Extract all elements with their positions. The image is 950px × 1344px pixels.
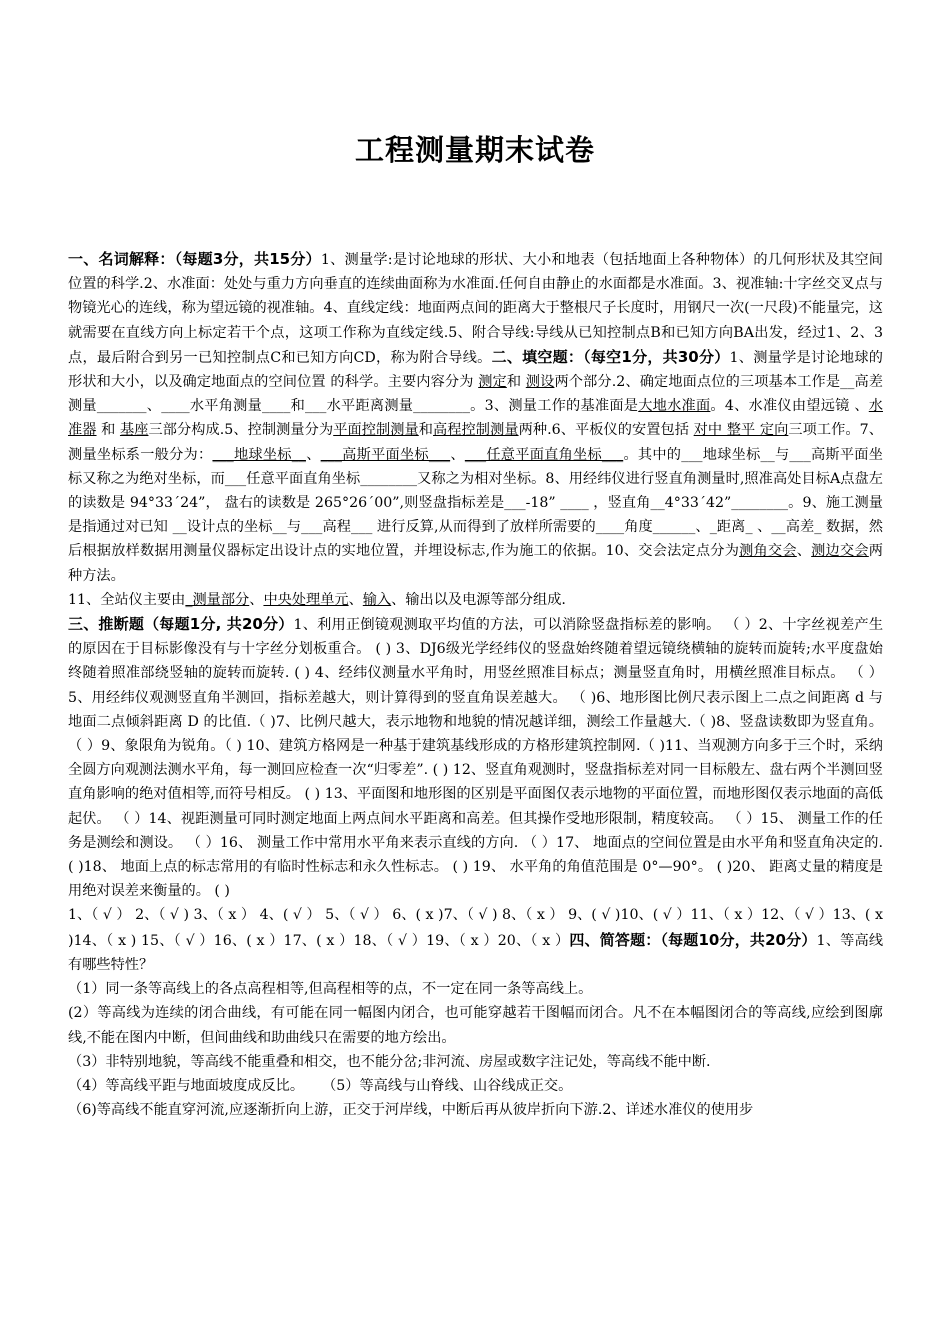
answer-underline: 测边交会	[811, 543, 869, 560]
answer-underline: 水准器	[68, 398, 883, 439]
answer-underline: 平面控制测量	[333, 422, 419, 439]
section-2-text: 两种方法。	[68, 543, 883, 584]
section-2-text: 1、测量学是讨论地球的形状和大小，以及确定地面点的空间位置 的科学。主要内容分为	[68, 349, 883, 391]
answer-underline: 中央处理单元	[263, 591, 349, 608]
contour-property-4: （4）等高线平距与地面坡度成反比。 （5）等高线与山脊线、山谷线成正交。	[68, 1077, 573, 1094]
contour-property-1: （1）同一条等高线上的各点高程相等,但高程相等的点，不一定在同一条等高线上。	[68, 981, 593, 998]
contour-property-2: (2）等高线为连续的闭合曲线，有可能在同一幅图内闭合，也可能穿越若干图幅而闭合。凡不在本幅图闭合的等高线,应绘到图廓线,不能在图内中断，但间曲线和助曲线只在需要的地方绘出。	[68, 1005, 883, 1046]
paragraph-q11	[68, 588, 883, 612]
section-2-text: 和	[96, 422, 120, 439]
contour-property-3: （3）非特别地貌，等高线不能重叠和相交，也不能分岔;非河流、房屋或数字注记处，等高线不能中断.	[68, 1053, 711, 1070]
answer-underline: 测角交会	[739, 543, 797, 560]
section-2-text: 、	[450, 446, 465, 463]
page-title: 工程测量期末试卷	[354, 133, 595, 167]
answer-underline: ___高斯平面坐标___	[320, 446, 451, 463]
section-2-text: 、	[796, 543, 812, 560]
section-2-text: 、	[305, 446, 321, 463]
section-2-text: 、	[348, 591, 363, 608]
section-2-text: 两个部分.2、确定地面点位的三项基本工作是__高差测量_______、____水平角测量____和___水平距离测量________。3、测量工作的基准面是	[68, 374, 883, 415]
section-4-heading: 四、简答题：（每题10分，共20分）	[569, 930, 817, 949]
section-3-text: 1、利用正倒镜观测取平均值的方法，可以消除竖盘指标差的影响。 （ ）2、十字丝视差产生的原因在于目标影像没有与十字丝分划板重合。 ( ) 3、DJ6级光学经纬仪的竖盘始终随着望远镜绕横轴的旋转而旋转;水平度盘始终随着照准部绕竖轴的旋转而旋转. ( ) 4、经纬仪测量水平角时，用竖丝照准目标点；测量竖直角时，用横丝照准目标点。 （ ）5、用经纬仪观测竖直角半测回，指标差越大，则计算得到的竖直角误差越大。 （ )6、地形图比例尺表示图上二点之间距离 d 与地面二点倾斜距离 D 的比值.（ )7、比例尺越大，表示地物和地貌的情况越详细，测绘工作量越大.（ )8、竖盘读数即为竖直角。 （ ）9、象限角为锐角。（ ) 10、建筑方格网是一种基于建筑基线形成的方格形建筑控制网.（ )11、当观测方向多于三个时，采纳全圆方向观测法测水平角，每一测回应检查一次“归零差”. ( ) 12、竖直角观测时，竖盘指标差对同一目标般左、盘右两个半测回竖直角影响的绝对值相等,而符号相反。 ( ) 13、平面图和地形图的区别是平面图仅表示地物的平面位置，而地形图仅表示地面的高低起伏。 （ ）14、视距测量可同时测定地面上两点间水平距离和高差。但其操作受地形限制，精度较高。 （ ）15、 测量工作的任务是测绘和测设。 （ ）16、 测量工作中常用水平角来表示直线的方向. （ ）17、 地面点的空间位置是由水平角和竖直角决定的. ( )18、 地面上点的标志常用的有临时性标志和永久性标志。 ( ) 19、 水平角的角值范围是 0°—90°。 ( )20、 距离丈量的精度是用绝对误差来衡量的。 ( )	[68, 617, 884, 900]
answer-underline: _测量部分	[185, 591, 250, 608]
section-2-text: 两种.6、平板仪的安置包括	[518, 422, 694, 439]
question-1: 1、等高线有哪些特性？	[68, 932, 884, 973]
answer-underline: 高程控制测量	[433, 422, 519, 439]
section-2-text: 三项工作。7、测量坐标系一般分为：	[68, 422, 883, 463]
section-2-text: 三部分构成.5、控制测量分为	[148, 422, 334, 439]
answer-underline: 大地水准面	[638, 398, 711, 415]
section-2-heading: 二、填空题：（每空1分，共30分）	[491, 347, 730, 366]
exam-body	[68, 247, 883, 1122]
section-2-text: 和	[506, 374, 526, 391]
section-1-heading: 一、名词解释：（每题3分，共15分）	[68, 250, 321, 268]
paragraph-main	[68, 247, 883, 588]
answer-underline: 输入	[362, 591, 392, 608]
paragraph-section-3	[68, 612, 883, 903]
answer-underline: ___任意平面直角坐标___	[464, 446, 624, 463]
answer-key: 1、（ √ ） 2、（ √ ) 3、（ x ） 4、( √ ） 5、（ √ ） 6、( x )7、（ √ ) 8、（ x ） 9、( √ )10、( √ ）11、（ x ）12、（ √ ）13、( x )14、（ x ) 15、（ √ ）16、( x ）17、( x ）18、（ √ ）19、（ x ）20、（ x ）	[68, 907, 883, 949]
section-2-text: 、	[249, 591, 264, 608]
answer-underline: ___地球坐标__	[212, 446, 306, 463]
section-2-text: 和	[418, 422, 434, 439]
answer-underline: 测设	[525, 374, 555, 391]
section-3-heading: 三、推断题（每题1分, 共20分）	[68, 615, 294, 634]
answer-underline: 对中 整平 定向	[693, 422, 789, 439]
contour-property-6: （6)等高线不能直穿河流,应逐渐折向上游，正交于河岸线，中断后再从彼岸折向下游.2、详述水准仪的使用步	[68, 1102, 754, 1119]
section-2-text: 、输出以及电源等部分组成.	[391, 591, 566, 608]
section-2-text: 。其中的___地球坐标__与___高斯平面坐标又称之为绝对坐标，而___任意平面直角坐标________又称之为相对坐标。8、用经纬仪进行竖直角测量时,照准高处目标A点盘左的读数是 94°33´24”， 盘右的读数是 265°26´00”,则竖盘指标差是___-18” ____ ，竖直角__4°33´42”________。9、施工测量是指通过对已知 __设计点的坐标__与___高程___ 进行反算,从而得到了放样所需要的____角度______、_距离_ 、__高差_ 数据，然后根据放样数据用测量仪器标定出设计点的实地位置，并埋设标志,作为施工的依据。10、交会法定点分为	[68, 446, 883, 560]
answer-underline: 基座	[119, 422, 149, 439]
section-2-text: 11、全站仪主要由	[68, 591, 186, 608]
section-2-text: 。4、水准仪由望远镜 、	[710, 398, 869, 415]
paragraph-answers	[68, 903, 883, 977]
answer-underline: 测定	[478, 374, 507, 391]
section-1-text: 1、测量学:是讨论地球的形状、大小和地表（包括地面上各种物体）的几何形状及其空间位置的科学.2、水准面：处处与重力方向垂直的连续曲面称为水准面.任何自由静止的水面都是水准面。3、视准轴:十字丝交叉点与物镜光心的连线，称为望远镜的视准轴。4、直线定线：地面两点间的距离大于整根尺子长度时，用钢尺一次(一尺段)不能量完，这就需要在直线方向上标定若干个点，这项工作称为直线定线.5、附合导线:导线从已知控制点B和已知方向BA出发，经过1、2、3点，最后附合到另一已知控制点C和已知方向CD，称为附合导线。	[68, 252, 883, 366]
